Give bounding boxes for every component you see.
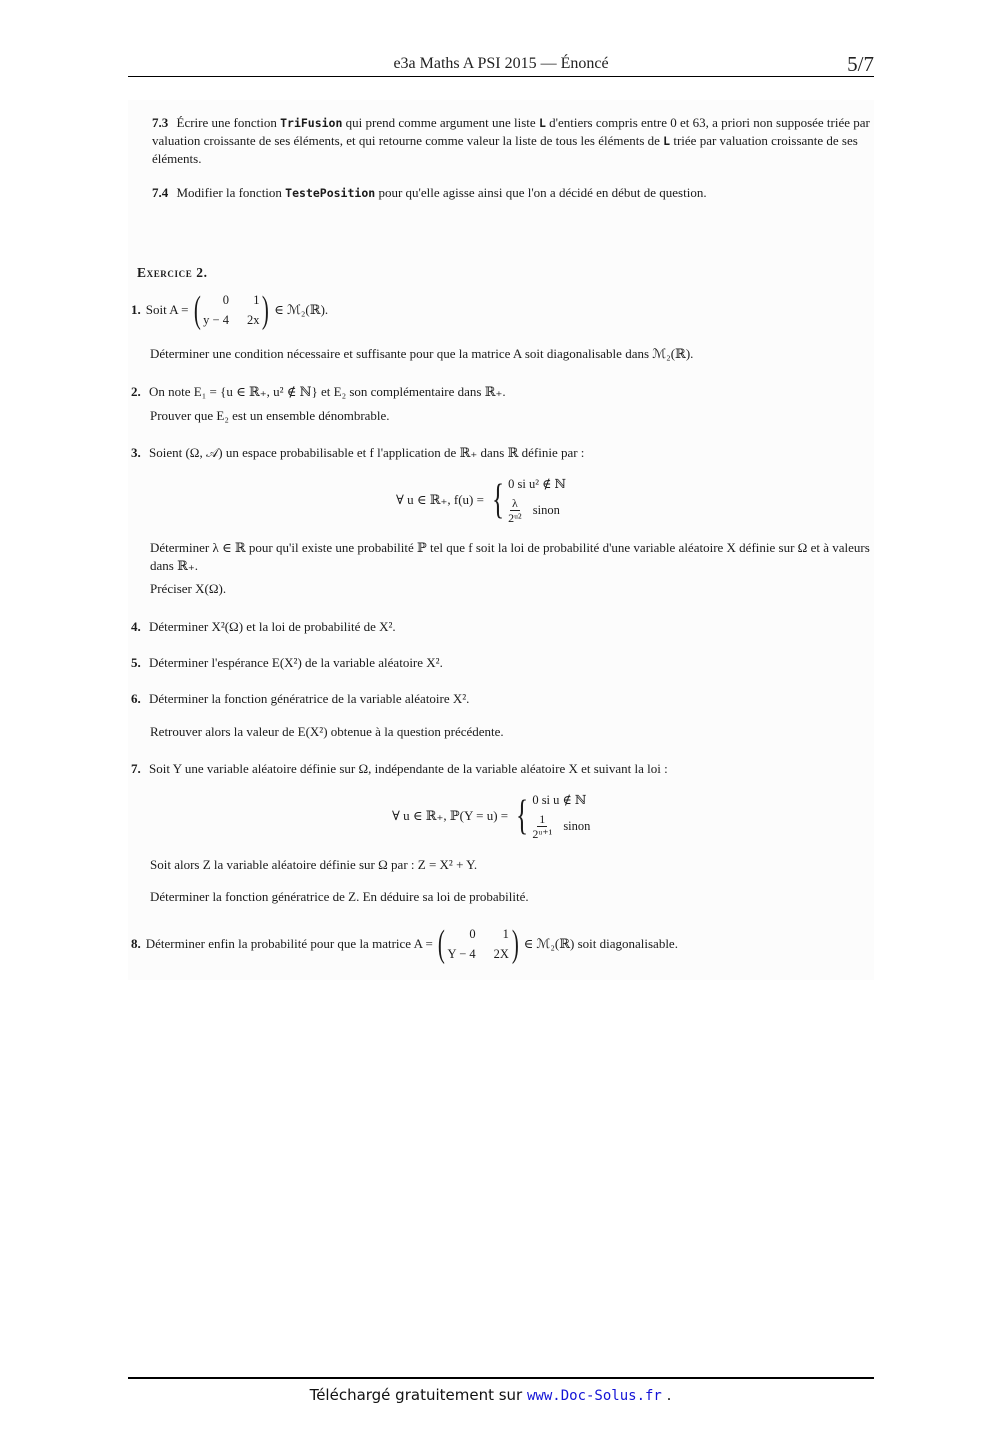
case-2 xyxy=(508,497,566,525)
question-number: 1. xyxy=(131,302,141,317)
header-title: e3a Maths A PSI 2015 — Énoncé xyxy=(393,55,609,72)
matrix-cells xyxy=(448,925,509,963)
cases xyxy=(532,791,590,841)
right-paren: ) xyxy=(262,289,270,331)
question-4 xyxy=(131,618,871,636)
question-number: 7. xyxy=(131,761,141,776)
text: ∈ ℳ₂(ℝ). xyxy=(274,302,329,317)
question-number: 5. xyxy=(131,655,141,670)
question-6-line2: Retrouver alors la valeur de E(X²) obtenue à la question précédente. xyxy=(150,724,504,739)
matrix-cell: Y − 4 xyxy=(447,947,476,961)
matrix-cell: 2X xyxy=(493,947,509,961)
footer-text: Téléchargé gratuitement sur xyxy=(309,1386,523,1404)
question-7-4 xyxy=(152,184,870,202)
numerator: 1 xyxy=(539,812,546,826)
fraction xyxy=(532,813,552,841)
matrix-a xyxy=(191,291,273,329)
page-footer xyxy=(0,1386,981,1404)
text: d'entiers compris entre 0 et 63, a priori non supposée triée par valuation croissante de ses éléments, et qui retourne comme valeur la liste de tous les éléments de xyxy=(152,115,870,148)
text: Déterminer enfin la probabilité pour que la matrice A = xyxy=(145,936,433,951)
text: Déterminer X²(Ω) et la loi de probabilité de X². xyxy=(149,619,396,634)
text: Écrire une fonction xyxy=(176,115,277,130)
question-3-line3: Préciser X(Ω). xyxy=(150,581,227,596)
text: qui prend comme argument une liste xyxy=(345,115,536,130)
question-7-line2: Soit alors Z la variable aléatoire définie sur Ω par : Z = X² + Y. xyxy=(150,857,478,872)
text: Soit Y une variable aléatoire définie sur Ω, indépendante de la variable aléatoire X et suivant la loi : xyxy=(149,761,668,776)
footer-rule xyxy=(128,1377,874,1379)
text: sinon xyxy=(532,502,560,517)
question-1-line2: Déterminer une condition nécessaire et suffisante pour que la matrice A soit diagonalisable dans ℳ₂(ℝ). xyxy=(150,346,694,361)
question-number: 3. xyxy=(131,445,141,460)
code-testeposition: TestePosition xyxy=(285,186,376,200)
text: ∈ ℳ₂(ℝ) soit diagonalisable. xyxy=(523,936,678,951)
fraction xyxy=(508,497,522,525)
question-number: 2. xyxy=(131,384,141,399)
question-number: 7.4 xyxy=(152,185,169,200)
cases xyxy=(508,475,566,525)
text: Soient (Ω, 𝒜) un espace probabilisable et f l'application de ℝ₊ dans ℝ définie par : xyxy=(149,445,585,460)
matrix-cell: 1 xyxy=(502,927,509,941)
equation-f xyxy=(396,470,696,530)
case-1: 0 si u² ∉ ℕ xyxy=(508,477,566,491)
equation-lhs: ∀ u ∈ ℝ₊, ℙ(Y = u) = xyxy=(392,808,509,823)
left-paren: ( xyxy=(193,289,201,331)
question-number: 7.3 xyxy=(152,115,169,130)
footer-end: . xyxy=(666,1386,672,1404)
text: Déterminer la fonction génératrice de la variable aléatoire X². xyxy=(149,691,470,706)
page-header xyxy=(128,52,874,77)
case-1: 0 si u ∉ ℕ xyxy=(532,793,587,807)
text: On note E₁ = {u ∈ ℝ₊, u² ∉ ℕ} et E₂ son complémentaire dans ℝ₊. xyxy=(149,384,506,399)
question-number: 4. xyxy=(131,619,141,634)
question-7-line3: Déterminer la fonction génératrice de Z. En déduire sa loi de probabilité. xyxy=(150,889,529,904)
text: pour qu'elle agisse ainsi que l'on a décidé en début de question. xyxy=(378,185,707,200)
text: triée par valuation croissante de ses éléments. xyxy=(152,133,858,166)
text: Déterminer l'espérance E(X²) de la variable aléatoire X². xyxy=(149,655,443,670)
question-2-line2: Prouver que E₂ est un ensemble dénombrable. xyxy=(150,408,390,423)
matrix-cell: 2x xyxy=(246,313,260,327)
question-3 xyxy=(131,444,871,462)
question-5 xyxy=(131,654,871,672)
denominator: 2ᵘ² xyxy=(508,511,522,525)
left-brace: { xyxy=(516,793,529,839)
case-2 xyxy=(532,813,590,841)
matrix-cell: 0 xyxy=(222,293,229,307)
left-brace: { xyxy=(491,477,505,523)
code-l: L xyxy=(663,134,671,148)
question-3-line2: Déterminer λ ∈ ℝ pour qu'il existe une probabilité ℙ tel que f soit la loi de probabilité d'une variable aléatoire X définie sur Ω et à valeurs dans ℝ₊. xyxy=(150,540,870,573)
right-paren: ) xyxy=(511,923,519,965)
matrix-cell: 1 xyxy=(253,293,260,307)
matrix-cell: 0 xyxy=(469,927,476,941)
left-paren: ( xyxy=(437,923,445,965)
question-8 xyxy=(131,920,871,968)
code-l: L xyxy=(538,116,546,130)
equation-lhs: ∀ u ∈ ℝ₊, f(u) = xyxy=(396,492,484,507)
text: Soit A = xyxy=(145,302,189,317)
question-7 xyxy=(131,760,871,778)
question-number: 6. xyxy=(131,691,141,706)
code-trifusion: TriFusion xyxy=(280,116,343,130)
numerator: λ xyxy=(511,496,518,510)
question-6 xyxy=(131,690,871,708)
exercise-title: Exercice 2. xyxy=(137,265,208,280)
matrix-cells xyxy=(203,291,259,329)
page-number: 5/7 xyxy=(847,52,874,76)
text: sinon xyxy=(563,818,591,833)
question-2 xyxy=(131,383,871,401)
question-number: 8. xyxy=(131,936,141,951)
footer-link[interactable]: www.Doc-Solus.fr xyxy=(527,1388,662,1404)
matrix-a xyxy=(435,925,522,963)
matrix-cell: y − 4 xyxy=(203,313,229,327)
question-7-3 xyxy=(152,114,870,168)
equation-y xyxy=(392,786,712,846)
denominator: 2ᵘ⁺¹ xyxy=(532,827,553,841)
question-1 xyxy=(131,288,871,332)
text: Modifier la fonction xyxy=(176,185,282,200)
